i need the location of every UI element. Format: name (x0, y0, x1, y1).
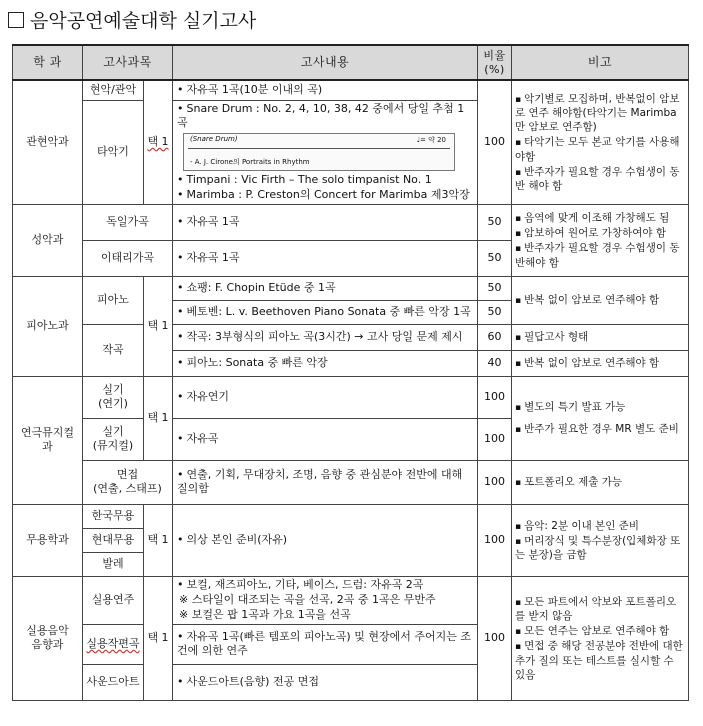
score-title: (Snare Drum) (190, 135, 238, 144)
table-header-row (13, 45, 689, 80)
dept-cell: 피아노과 (13, 276, 83, 376)
note-item: ▪ 반복 없이 암보로 연주해야 함 (515, 293, 685, 307)
header-dept: 학 과 (13, 45, 83, 80)
subject-cell: 실기 (연기) (83, 376, 144, 418)
content-text: • Marimba : P. Creston의 Concert for Marimba 제3악장 (177, 188, 474, 203)
content-text: • 베토벤: L. v. Beethoven Piano Sonata 중 빠른 악장 1곡 (177, 305, 471, 318)
note-item: ▪ 포트폴리오 제출 가능 (515, 475, 685, 489)
content-cell (173, 376, 478, 418)
rate-cell: 100 (478, 576, 512, 700)
note-item: ▪ 반주가 필요한 경우 MR 별도 준비 (515, 422, 685, 436)
subject-cell: 한국무용 (83, 504, 144, 528)
choice-text: 택 1 (147, 630, 169, 644)
note-item: ▪ 반주자가 필요할 경우 수험생이 동반 해야 함 (515, 165, 685, 193)
subject-cell: 작곡 (83, 324, 144, 376)
content-cell (173, 624, 478, 664)
note-item: ▪ 필답고사 형태 (515, 330, 685, 344)
content-cell (173, 204, 478, 240)
subject-cell: 실용연주 (83, 576, 144, 624)
rate-cell: 100 (478, 376, 512, 418)
content-text: • 자유곡 1곡(빠른 템포의 피아노곡) 및 현장에서 주어지는 조건에 의한 연주 (177, 630, 471, 658)
rate-cell: 50 (478, 240, 512, 276)
content-text: • 사운드아트(음향) 전공 면접 (177, 675, 319, 688)
rate-cell: 50 (478, 204, 512, 240)
rate-cell: 60 (478, 324, 512, 350)
choice-text: 택 1 (147, 532, 169, 546)
content-text: • 자유연기 (177, 390, 229, 403)
dept-cell: 관현악과 (13, 80, 83, 204)
note-item: ▪ 반주자가 필요할 경우 수험생이 동반해야 함 (515, 241, 685, 269)
subject-cell: 피아노 (83, 276, 144, 324)
dept-cell: 연극뮤지컬과 (13, 376, 83, 504)
choice-label (144, 376, 173, 460)
note-item: ▪ 반복 없이 암보로 연주해야 함 (515, 356, 685, 370)
rate-cell: 100 (478, 418, 512, 460)
subject-cell: 현악/관악 (83, 80, 144, 100)
content-text: • 자유곡 1곡 (177, 215, 240, 228)
subject-cell: 타악기 (83, 100, 144, 204)
header-rate: 비율 (%) (478, 45, 512, 80)
choice-text: 택 1 (147, 318, 169, 332)
content-text: • 쇼팽: F. Chopin Etüde 중 1곡 (177, 281, 336, 294)
choice-label (144, 80, 173, 204)
note-item: ▪ 모든 파트에서 악보와 포트폴리오를 받지 않음 (515, 595, 685, 623)
content-cell (173, 576, 478, 624)
choice-text: 택 1 (147, 135, 169, 149)
content-text: • 자유곡 1곡(10분 이내의 곡) (177, 83, 322, 96)
snare-score-image (183, 133, 455, 171)
note-cell (512, 204, 689, 276)
note-cell (512, 376, 689, 460)
choice-label (144, 504, 173, 576)
choice-label (144, 276, 173, 376)
note-item: ▪ 악기별로 모집하며, 반복없이 암보로 연주 해야함(타악기는 Marimba만 암보로 연주함) (515, 92, 685, 135)
note-cell (512, 576, 689, 700)
subject-cell: 현대무용 (83, 528, 144, 552)
note-item: ▪ 머리장식 및 특수분장(입체화장 또는 분장)을 금함 (515, 534, 685, 562)
content-cell (173, 80, 478, 100)
rate-cell: 100 (478, 460, 512, 504)
content-cell (173, 300, 478, 324)
subject-cell: 실기 (뮤지컬) (83, 418, 144, 460)
content-cell (173, 100, 478, 204)
exam-table (12, 44, 689, 701)
content-text: • 작곡: 3부형식의 피아노 곡(3시간) → 고사 당일 문제 제시 (177, 330, 463, 343)
dept-cell: 성악과 (13, 204, 83, 276)
subject-cell: 이태리가곡 (83, 240, 173, 276)
note-cell (512, 504, 689, 576)
subject-cell: 독일가곡 (83, 204, 173, 240)
content-cell (173, 324, 478, 350)
dept-cell: 무용학과 (13, 504, 83, 576)
content-cell (173, 460, 478, 504)
staff-line (188, 148, 450, 149)
rate-cell: 40 (478, 350, 512, 376)
choice-label (144, 576, 173, 700)
subject-cell: 사운드아트 (83, 664, 144, 700)
note-item: ▪ 음악: 2분 이내 본인 준비 (515, 519, 685, 533)
checkbox-square-icon (8, 12, 24, 28)
content-text: • 보컬, 재즈피아노, 기타, 베이스, 드럼: 자유곡 2곡 (177, 578, 474, 593)
header-content: 고사내용 (173, 45, 478, 80)
note-item: ▪ 면접 중 해당 전공분야 전반에 대한 추가 질의 또는 테스트를 실시할 수 있음 (515, 639, 685, 682)
subject-cell: 발레 (83, 552, 144, 576)
content-text: • 자유곡 1곡 (177, 251, 240, 264)
note-cell (512, 350, 689, 376)
rate-cell: 100 (478, 504, 512, 576)
note-cell (512, 276, 689, 324)
content-text: • 피아노: Sonata 중 빠른 악장 (177, 356, 328, 369)
note-item: ▪ 타악기는 모두 본교 악기를 사용해야함 (515, 135, 685, 163)
note-item: ▪ 모든 연주는 암보로 연주해야 함 (515, 624, 685, 638)
subject-cell: 면접 (연출, 스태프) (83, 460, 173, 504)
rate-cell: 100 (478, 80, 512, 204)
subject-cell (83, 624, 144, 664)
content-cell (173, 240, 478, 276)
content-text: ※ 스타일이 대조되는 곡을 선곡, 2곡 중 1곡은 무반주 (179, 592, 436, 606)
note-cell (512, 324, 689, 350)
score-tempo: ♩= 약 20 (416, 136, 446, 145)
content-cell (173, 664, 478, 700)
subject-text: 실용작편곡 (86, 636, 140, 650)
score-credit: - A. J. Cirone의 Portraits in Rhythm (190, 158, 310, 167)
content-cell (173, 418, 478, 460)
note-item: ▪ 암보하여 원어로 가창하여야 함 (515, 226, 685, 240)
content-cell (173, 504, 478, 576)
content-text: • 연출, 기획, 무대장치, 조명, 음향 중 관심분야 전반에 대해 질의함 (177, 468, 462, 496)
rate-cell: 50 (478, 300, 512, 324)
header-subject: 고사과목 (83, 45, 173, 80)
note-cell (512, 460, 689, 504)
dept-cell: 실용음악 음향과 (13, 576, 83, 700)
content-text: ※ 보컬은 팝 1곡과 가요 1곡을 선곡 (179, 607, 351, 621)
page-title-text: 음악공연예술대학 실기고사 (30, 10, 257, 32)
content-text: • Snare Drum : No. 2, 4, 10, 38, 42 중에서 당일 추첨 1곡 (177, 102, 474, 132)
note-cell (512, 80, 689, 204)
rate-cell: 50 (478, 276, 512, 300)
note-item: ▪ 음역에 맞게 이조해 가창해도 됨 (515, 211, 685, 225)
choice-text: 택 1 (147, 410, 169, 424)
content-text: • 자유곡 (177, 432, 218, 445)
header-note: 비고 (512, 45, 689, 80)
content-cell (173, 276, 478, 300)
content-text: • Timpani : Vic Firth – The solo timpanist No. 1 (177, 173, 474, 188)
page-title (8, 6, 256, 33)
content-text: • 의상 본인 준비(자유) (177, 533, 287, 546)
content-cell (173, 350, 478, 376)
note-item: ▪ 별도의 특기 발표 가능 (515, 400, 685, 414)
